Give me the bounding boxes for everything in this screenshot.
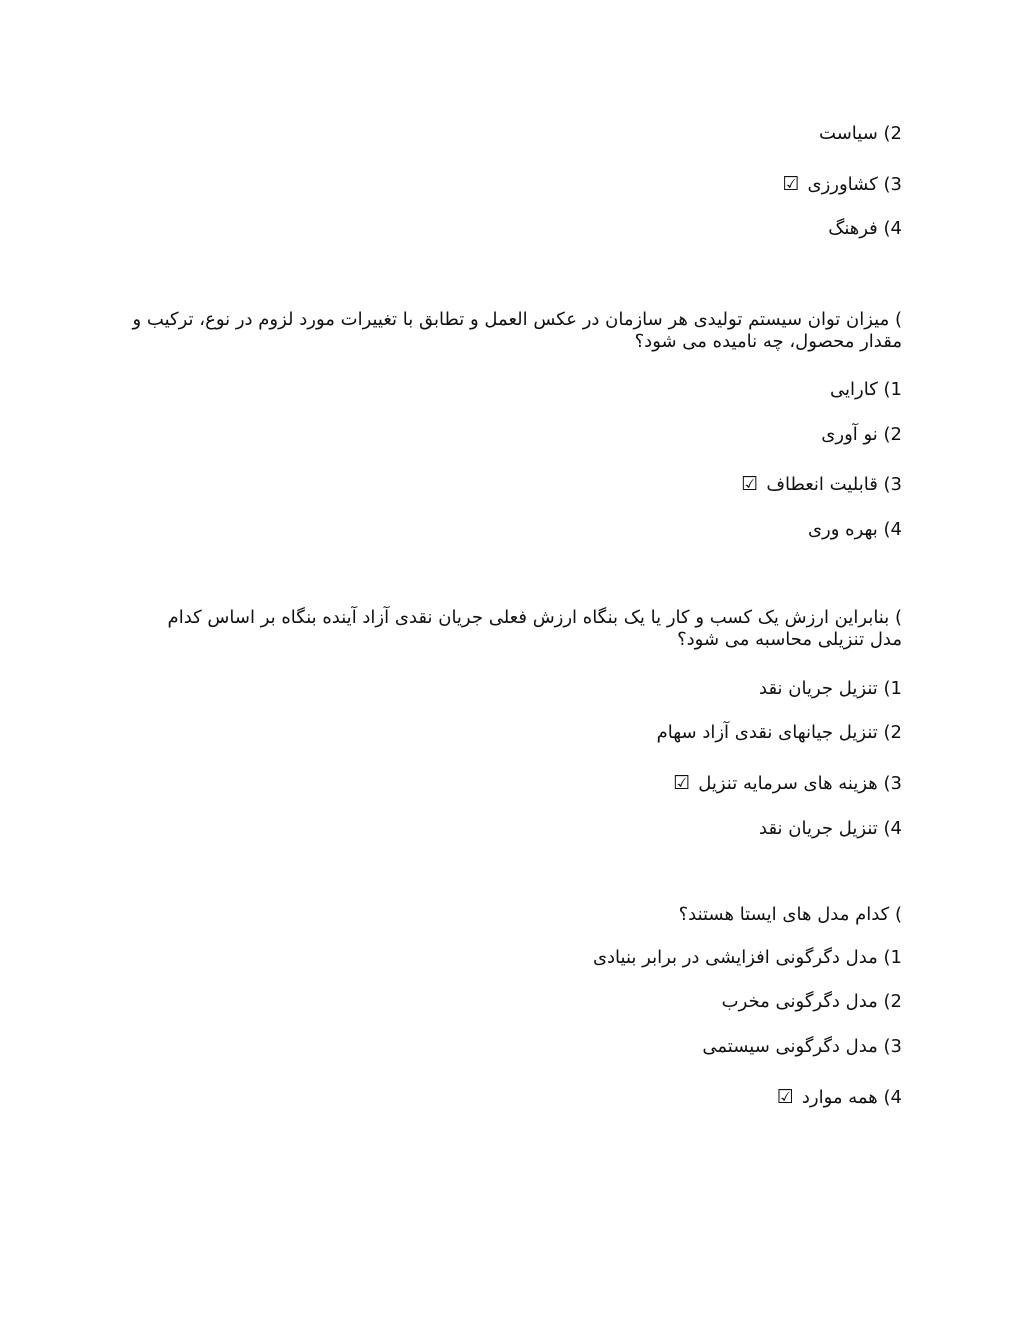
question-text: ) کدام مدل های ایستا هستند؟ [678, 904, 902, 925]
option-4-block-1 [828, 218, 902, 240]
option-1-block-3 [759, 678, 902, 700]
option-text: 2) مدل دگرگونی مخرب [721, 991, 902, 1012]
option-1-block-2 [830, 379, 902, 401]
option-2-block-3 [657, 722, 902, 744]
option-1-block-4 [593, 947, 902, 969]
option-2-block-1 [819, 123, 902, 145]
option-text: 2) تنزیل جیانهای نقدی آزاد سهام [656, 722, 902, 743]
option-4-block-2 [808, 519, 902, 541]
option-2-block-4 [722, 991, 902, 1013]
question-block-2 [132, 309, 902, 353]
option-text: 4) همه موارد [801, 1087, 902, 1108]
checkbox-checked-icon: ☑ [673, 772, 691, 794]
checkbox-checked-icon: ☑ [782, 173, 800, 195]
checkbox-checked-icon: ☑ [741, 473, 759, 495]
option-text: 4) فرهنگ [828, 218, 902, 239]
option-3-block-1 [782, 173, 902, 196]
checkbox-checked-icon: ☑ [776, 1086, 794, 1108]
option-text: 2) نو آوری [821, 424, 902, 445]
option-3-block-4 [702, 1036, 902, 1058]
question-text: ) میزان توان سیستم تولیدی هر سازمان در عکس العمل و تطابق با تغییرات مورد لزوم در نوع، ترکیب و مقدار محصول، چه نامیده می شود؟ [132, 309, 902, 352]
option-2-block-2 [821, 424, 902, 446]
option-text: 2) سیاست [819, 123, 902, 144]
option-text: 1) کارایی [830, 379, 902, 400]
option-text: 3) قابلیت انعطاف [766, 474, 902, 495]
option-text: 3) هزینه های سرمایه تنزیل [698, 773, 902, 794]
question-block-4 [679, 904, 902, 926]
option-text: 1) تنزیل جریان نقد [759, 678, 902, 699]
option-4-block-4 [777, 1086, 902, 1109]
option-text: 3) کشاورزی [807, 174, 902, 195]
option-3-block-3 [673, 772, 902, 795]
question-text: ) بنابراین ارزش یک کسب و کار یا یک بنگاه ارزش فعلی جریان نقدی آزاد آینده بنگاه بر اساس کدام مدل تنزیلی محاسبه می شود؟ [167, 607, 902, 650]
option-text: 4) بهره وری [807, 519, 902, 540]
option-4-block-3 [759, 818, 902, 840]
question-block-3 [132, 607, 902, 651]
option-3-block-2 [741, 473, 902, 496]
option-text: 3) مدل دگرگونی سیستمی [702, 1036, 902, 1057]
option-text: 4) تنزیل جریان نقد [759, 818, 902, 839]
option-text: 1) مدل دگرگونی افزایشی در برابر بنیادی [592, 947, 902, 968]
